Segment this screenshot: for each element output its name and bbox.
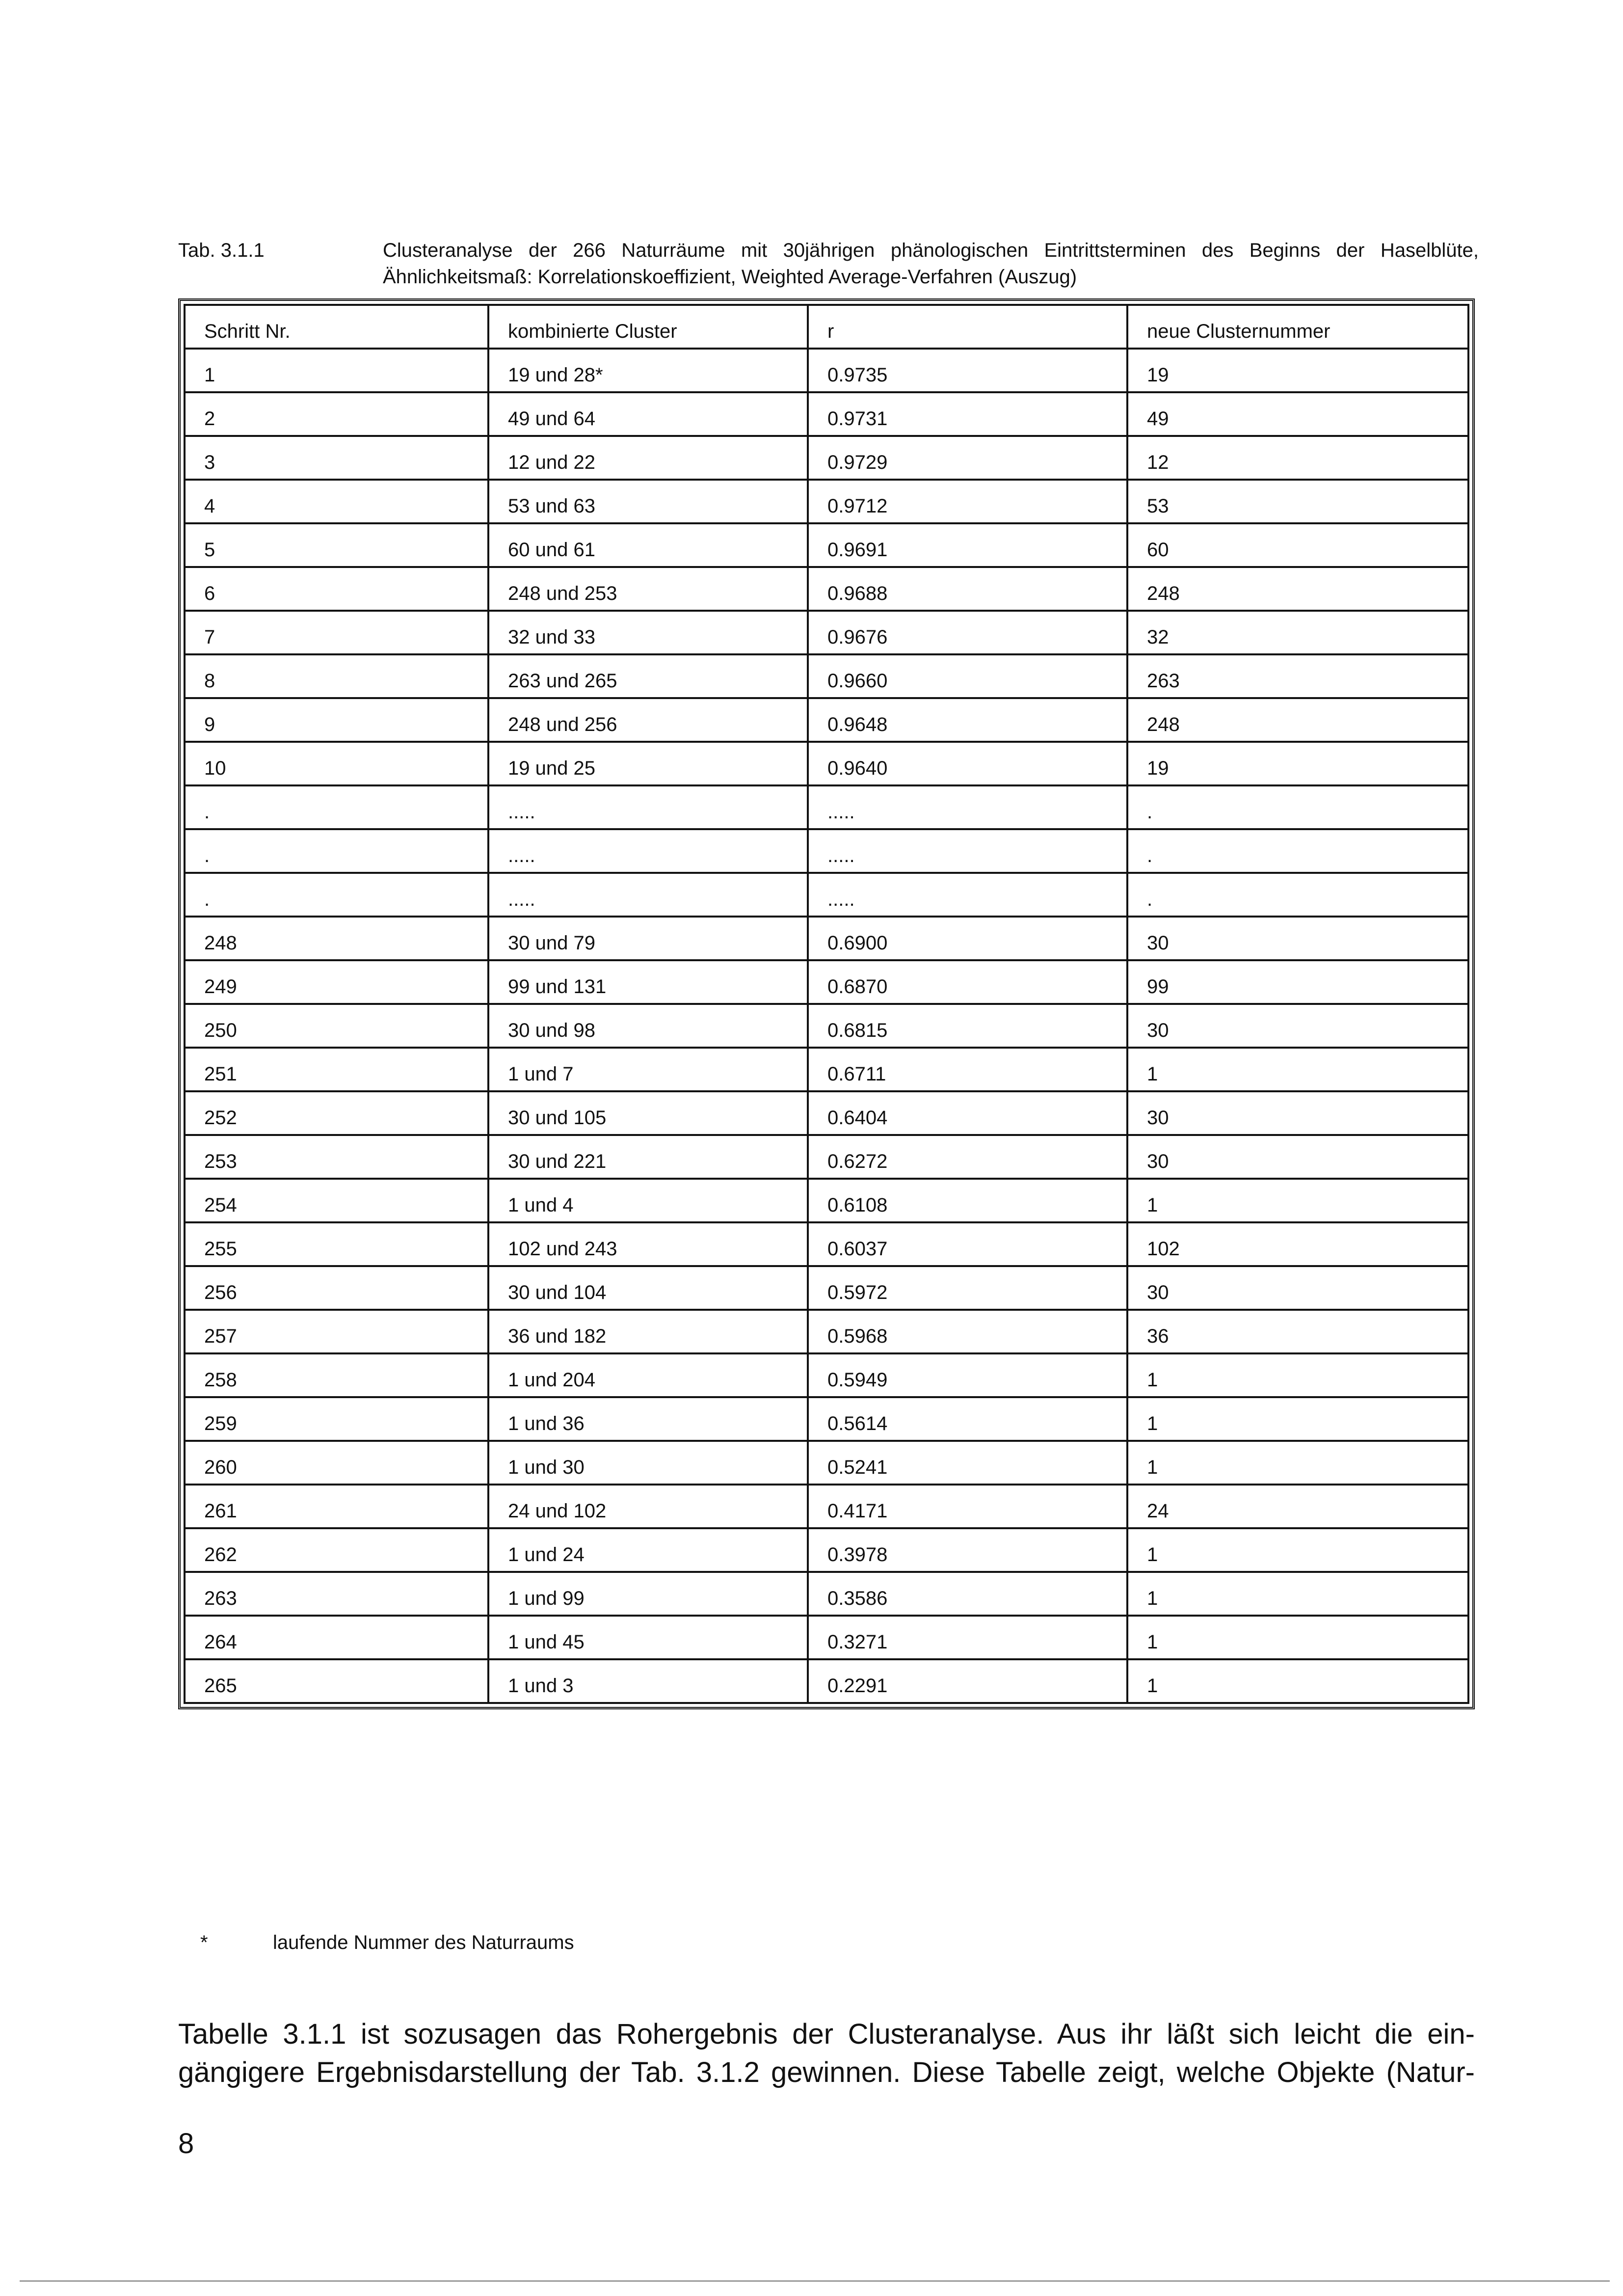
cell-neue-clusternummer: 1 [1127,1616,1468,1659]
cell-kombinierte-cluster: 1 und 99 [488,1572,808,1616]
cell-kombinierte-cluster: 53 und 63 [488,480,808,523]
table-row [185,829,1468,873]
cell-neue-clusternummer: 30 [1127,1266,1468,1310]
table-row [185,873,1468,917]
table-row [185,1222,1468,1266]
cell-r: 0.5241 [808,1441,1127,1485]
cell-r: 0.3978 [808,1528,1127,1572]
cell-kombinierte-cluster: 32 und 33 [488,611,808,654]
cell-neue-clusternummer: 32 [1127,611,1468,654]
page-number: 8 [178,2128,194,2160]
cell-kombinierte-cluster: 60 und 61 [488,523,808,567]
table-row [185,1659,1468,1703]
cell-r: 0.4171 [808,1485,1127,1528]
cell-r: ..... [808,829,1127,873]
cell-kombinierte-cluster: 30 und 105 [488,1091,808,1135]
body-line-2: gängigere Ergebnisdarstellung der Tab. 3.1.2 gewinnen. Diese Tabelle zeigt, welche Objekte (Natur- [178,2056,1475,2088]
cell-neue-clusternummer: 19 [1127,742,1468,785]
table-row [185,567,1468,611]
cell-r: 0.6037 [808,1222,1127,1266]
cell-schritt: 6 [185,567,488,611]
cell-neue-clusternummer: 99 [1127,960,1468,1004]
table-row [185,698,1468,742]
table-row [185,523,1468,567]
cell-kombinierte-cluster: 1 und 24 [488,1528,808,1572]
cell-kombinierte-cluster: 248 und 253 [488,567,808,611]
cell-neue-clusternummer: 12 [1127,436,1468,480]
cell-r: 0.6272 [808,1135,1127,1179]
cell-neue-clusternummer: 1 [1127,1353,1468,1397]
cell-kombinierte-cluster: 1 und 45 [488,1616,808,1659]
cell-neue-clusternummer: . [1127,785,1468,829]
cell-r: 0.6711 [808,1048,1127,1091]
cluster-table-frame [178,298,1475,1709]
table-row [185,1485,1468,1528]
cell-schritt: 256 [185,1266,488,1310]
cell-kombinierte-cluster: 1 und 36 [488,1397,808,1441]
body-paragraph [178,2015,1475,2092]
cell-schritt: 261 [185,1485,488,1528]
cell-neue-clusternummer: 36 [1127,1310,1468,1353]
cell-r: ..... [808,785,1127,829]
cell-kombinierte-cluster: 1 und 7 [488,1048,808,1091]
cell-schritt: 248 [185,917,488,960]
table-caption-label: Tab. 3.1.1 [178,240,265,261]
table-row [185,917,1468,960]
page-bottom-rule [20,2280,1610,2282]
cell-neue-clusternummer: 263 [1127,654,1468,698]
cell-neue-clusternummer: 1 [1127,1048,1468,1091]
cell-r: 0.5968 [808,1310,1127,1353]
cell-r: 0.9688 [808,567,1127,611]
cell-schritt: 257 [185,1310,488,1353]
table-header-row [185,305,1468,349]
footnote-marker: * [200,1932,208,1953]
cell-r: 0.9729 [808,436,1127,480]
cell-schritt: 265 [185,1659,488,1703]
table-row [185,960,1468,1004]
table-row [185,1310,1468,1353]
cell-kombinierte-cluster: 30 und 221 [488,1135,808,1179]
cell-schritt: 251 [185,1048,488,1091]
cell-neue-clusternummer: 30 [1127,1135,1468,1179]
table-row [185,1397,1468,1441]
cell-r: 0.5614 [808,1397,1127,1441]
cell-schritt: . [185,829,488,873]
cell-schritt: 4 [185,480,488,523]
cell-kombinierte-cluster: 19 und 28* [488,349,808,392]
cell-neue-clusternummer: 1 [1127,1659,1468,1703]
cell-r: 0.6404 [808,1091,1127,1135]
cell-kombinierte-cluster: 1 und 30 [488,1441,808,1485]
cell-schritt: . [185,873,488,917]
table-caption [178,237,1479,290]
cell-schritt: 258 [185,1353,488,1397]
cell-kombinierte-cluster: 19 und 25 [488,742,808,785]
table-row [185,611,1468,654]
cell-kombinierte-cluster: ..... [488,785,808,829]
cell-schritt: 249 [185,960,488,1004]
cell-neue-clusternummer: 60 [1127,523,1468,567]
cell-r: 0.6108 [808,1179,1127,1222]
cell-schritt: 5 [185,523,488,567]
cell-r: 0.3586 [808,1572,1127,1616]
cell-neue-clusternummer: 1 [1127,1441,1468,1485]
cell-r: 0.9648 [808,698,1127,742]
cell-neue-clusternummer: 30 [1127,1004,1468,1048]
table-row [185,1179,1468,1222]
header-neue-clusternummer: neue Clusternummer [1127,305,1468,349]
cell-kombinierte-cluster: 30 und 79 [488,917,808,960]
cell-schritt: 8 [185,654,488,698]
table-row [185,1091,1468,1135]
cell-r: 0.2291 [808,1659,1127,1703]
cell-neue-clusternummer: 1 [1127,1397,1468,1441]
cell-schritt: 250 [185,1004,488,1048]
cell-neue-clusternummer: 102 [1127,1222,1468,1266]
cell-r: 0.6870 [808,960,1127,1004]
cell-neue-clusternummer: . [1127,829,1468,873]
table-row [185,1441,1468,1485]
cell-neue-clusternummer: 1 [1127,1528,1468,1572]
cell-schritt: 7 [185,611,488,654]
cell-schritt: 252 [185,1091,488,1135]
cell-kombinierte-cluster: 1 und 4 [488,1179,808,1222]
cell-kombinierte-cluster: 102 und 243 [488,1222,808,1266]
cell-neue-clusternummer: 30 [1127,917,1468,960]
cell-neue-clusternummer: 248 [1127,567,1468,611]
cell-kombinierte-cluster: 263 und 265 [488,654,808,698]
table-row [185,1353,1468,1397]
cell-kombinierte-cluster: 24 und 102 [488,1485,808,1528]
cell-kombinierte-cluster: ..... [488,829,808,873]
cell-r: 0.9676 [808,611,1127,654]
cell-schritt: 254 [185,1179,488,1222]
header-kombinierte-cluster: kombinierte Cluster [488,305,808,349]
table-row [185,1572,1468,1616]
cell-r: 0.5949 [808,1353,1127,1397]
cell-schritt: 259 [185,1397,488,1441]
table-row [185,349,1468,392]
cell-kombinierte-cluster: ..... [488,873,808,917]
cell-schritt: 3 [185,436,488,480]
table-row [185,785,1468,829]
cell-schritt: 253 [185,1135,488,1179]
cell-kombinierte-cluster: 99 und 131 [488,960,808,1004]
table-row [185,1004,1468,1048]
cell-r: 0.3271 [808,1616,1127,1659]
cell-kombinierte-cluster: 36 und 182 [488,1310,808,1353]
table-row [185,742,1468,785]
cell-neue-clusternummer: 49 [1127,392,1468,436]
cell-r: 0.9735 [808,349,1127,392]
cell-neue-clusternummer: 1 [1127,1179,1468,1222]
table-caption-text: Clusteranalyse der 266 Naturräume mit 30jährigen phänologischen Eintrittsterminen des Beginns der Haselblüte, Ähnlichkeitsmaß: Korrelationskoeffizient, Weighted Average-Verfahren (Auszug) [383,240,1479,288]
cell-schritt: 264 [185,1616,488,1659]
cell-schritt: . [185,785,488,829]
cell-kombinierte-cluster: 49 und 64 [488,392,808,436]
cell-r: 0.9660 [808,654,1127,698]
cell-r: 0.9640 [808,742,1127,785]
cell-kombinierte-cluster: 248 und 256 [488,698,808,742]
cell-r: 0.5972 [808,1266,1127,1310]
cell-r: 0.9731 [808,392,1127,436]
cell-r: 0.6900 [808,917,1127,960]
cell-schritt: 262 [185,1528,488,1572]
header-schritt: Schritt Nr. [185,305,488,349]
cell-neue-clusternummer: 53 [1127,480,1468,523]
cell-schritt: 9 [185,698,488,742]
cell-schritt: 1 [185,349,488,392]
cell-schritt: 260 [185,1441,488,1485]
table-row [185,1616,1468,1659]
cell-neue-clusternummer: 24 [1127,1485,1468,1528]
table-row [185,436,1468,480]
cell-kombinierte-cluster: 1 und 204 [488,1353,808,1397]
table-row [185,1135,1468,1179]
cell-neue-clusternummer: 30 [1127,1091,1468,1135]
cell-r: 0.9691 [808,523,1127,567]
cell-kombinierte-cluster: 1 und 3 [488,1659,808,1703]
cell-neue-clusternummer: 248 [1127,698,1468,742]
table-row [185,1048,1468,1091]
header-r: r [808,305,1127,349]
cell-neue-clusternummer: 19 [1127,349,1468,392]
footnote-text: laufende Nummer des Naturraums [273,1932,574,1953]
table-row [185,480,1468,523]
cell-r: ..... [808,873,1127,917]
cell-schritt: 2 [185,392,488,436]
cell-neue-clusternummer: 1 [1127,1572,1468,1616]
cluster-table [184,304,1469,1704]
cell-kombinierte-cluster: 30 und 98 [488,1004,808,1048]
cell-schritt: 10 [185,742,488,785]
body-line-1: Tabelle 3.1.1 ist sozusagen das Rohergebnis der Clusteranalyse. Aus ihr läßt sich leicht die ein- [178,2018,1475,2050]
table-row [185,654,1468,698]
table-row [185,1528,1468,1572]
cell-kombinierte-cluster: 30 und 104 [488,1266,808,1310]
footnote [178,1932,574,1954]
cell-schritt: 255 [185,1222,488,1266]
cell-r: 0.6815 [808,1004,1127,1048]
table-row [185,392,1468,436]
table-row [185,1266,1468,1310]
cell-kombinierte-cluster: 12 und 22 [488,436,808,480]
cell-neue-clusternummer: . [1127,873,1468,917]
cell-schritt: 263 [185,1572,488,1616]
cell-r: 0.9712 [808,480,1127,523]
cluster-table-body [185,305,1468,1703]
